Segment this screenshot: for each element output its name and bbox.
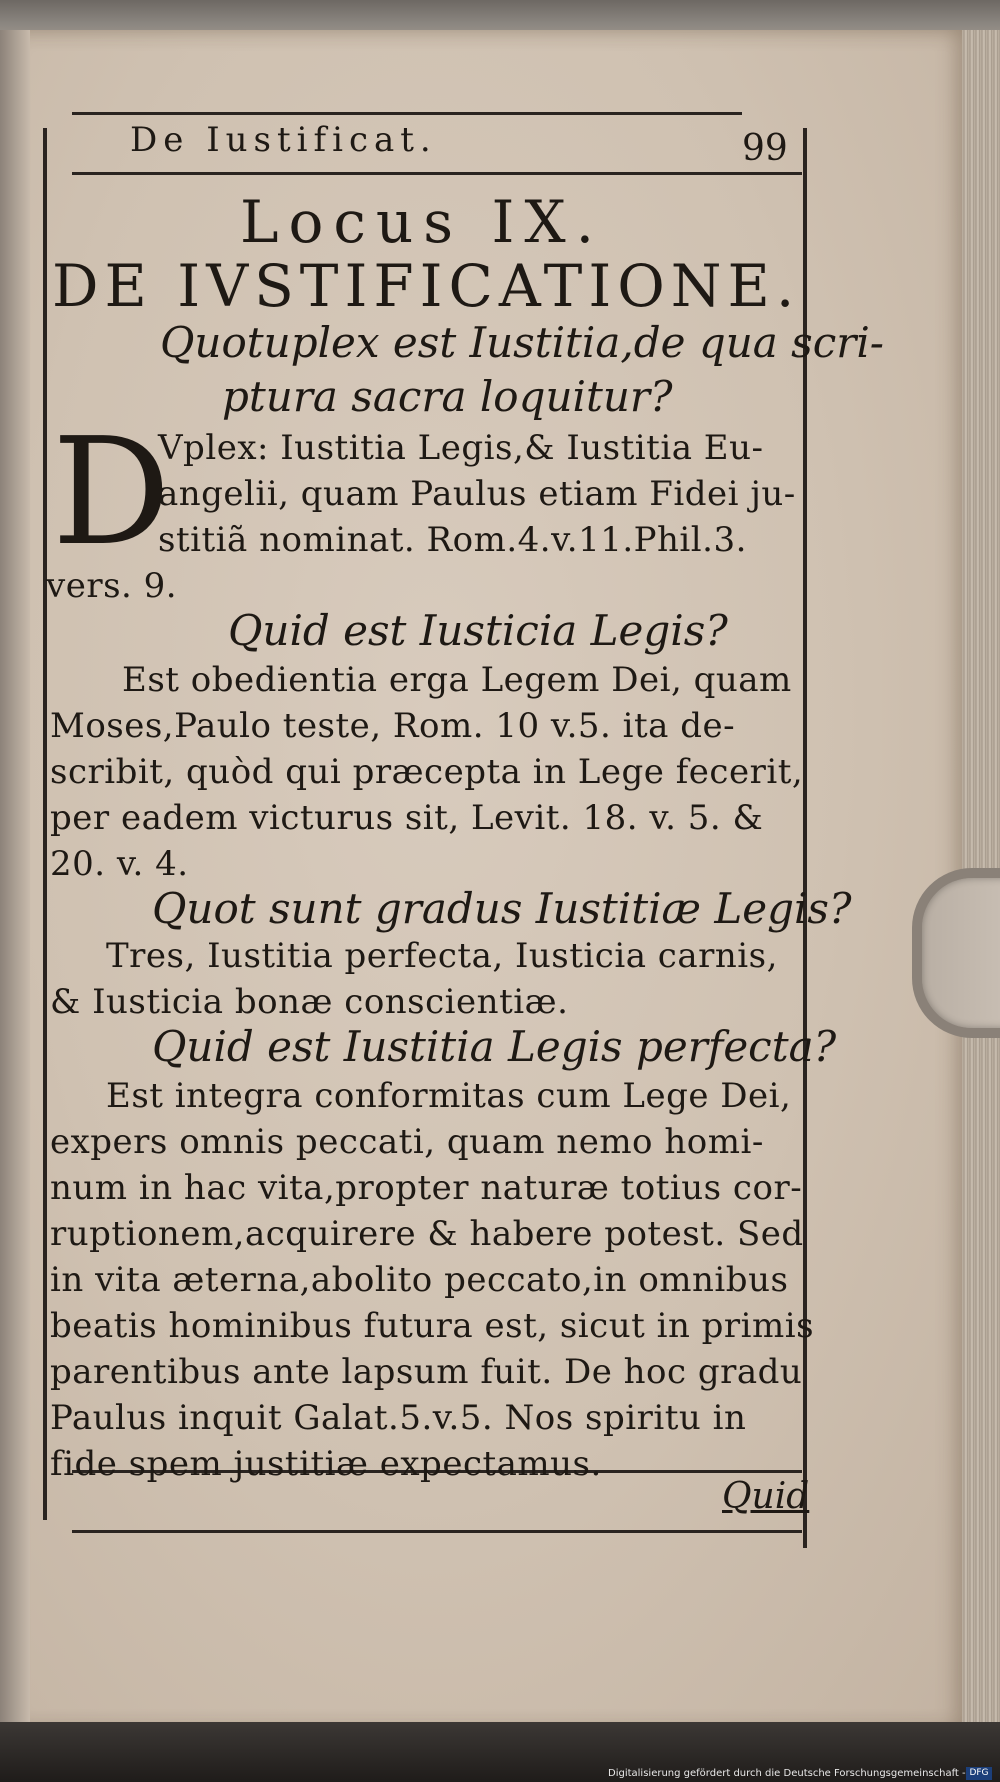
header-rule-top: [72, 112, 742, 115]
text-line: per eadem victurus sit, Levit. 18. v. 5. &: [50, 798, 764, 838]
dfg-logo: DFG: [966, 1767, 992, 1780]
text-line: Moses,Paulo teste, Rom. 10 v.5. ita de-: [50, 706, 736, 746]
question-line: Quid est Iustitia Legis perfecta?: [152, 1022, 837, 1071]
catchword: Quid: [722, 1476, 810, 1517]
footer-rule-bottom: [72, 1530, 802, 1533]
text-line: angelii, quam Paulus etiam Fidei ju-: [158, 474, 796, 514]
chapter-title: DE IVSTIFICATIONE.: [52, 252, 801, 320]
text-line: num in hac vita,propter naturæ totius cor-: [50, 1168, 803, 1208]
text-line: stitiã nominat. Rom.4.v.11.Phil.3.: [158, 520, 747, 560]
text-line: ruptionem,acquirere & habere potest. Sed: [50, 1214, 804, 1254]
book-gutter: [0, 30, 30, 1730]
text-line: & Iusticia bonæ conscientiæ.: [50, 982, 569, 1022]
book-clasp: [912, 868, 1000, 1038]
text-line: parentibus ante lapsum fuit. De hoc gradu: [50, 1352, 803, 1392]
text-line: scribit, quòd qui præcepta in Lege fecerit,: [50, 752, 804, 792]
text-line: Est integra conformitas cum Lege Dei,: [106, 1076, 792, 1116]
text-line: Est obedientia erga Legem Dei, quam: [122, 660, 792, 700]
page-number: 99: [742, 128, 788, 169]
question-line: Quot sunt gradus Iustitiæ Legis?: [152, 884, 852, 933]
text-line: in vita æterna,abolito peccato,in omnibus: [50, 1260, 789, 1300]
text-line: Vplex: Iustitia Legis,& Iustitia Eu-: [158, 428, 764, 468]
digitization-credit: Digitalisierung gefördert durch die Deutsche Forschungsgemeinschaft -: [608, 1768, 966, 1779]
header-rule-bottom: [72, 172, 802, 175]
text-line: 20. v. 4.: [50, 844, 189, 884]
question-line: Quid est Iusticia Legis?: [228, 606, 728, 655]
text-line: beatis hominibus futura est, sicut in primis: [50, 1306, 815, 1346]
locus-heading: Locus IX.: [240, 188, 605, 256]
frame-left-rule: [43, 128, 47, 1520]
question-line: ptura sacra loquitur?: [222, 372, 673, 421]
text-line: vers. 9.: [46, 566, 178, 606]
drop-capital: D: [52, 406, 171, 578]
text-line: Paulus inquit Galat.5.v.5. Nos spiritu in: [50, 1398, 747, 1438]
question-line: Quotuplex est Iustitia,de qua scri-: [160, 318, 884, 367]
text-line: fide spem justitiæ expectamus.: [50, 1444, 602, 1484]
text-line: Tres, Iustitia perfecta, Iusticia carnis,: [106, 936, 778, 976]
text-line: expers omnis peccati, quam nemo homi-: [50, 1122, 764, 1162]
running-head: De Iustificat.: [130, 120, 437, 160]
